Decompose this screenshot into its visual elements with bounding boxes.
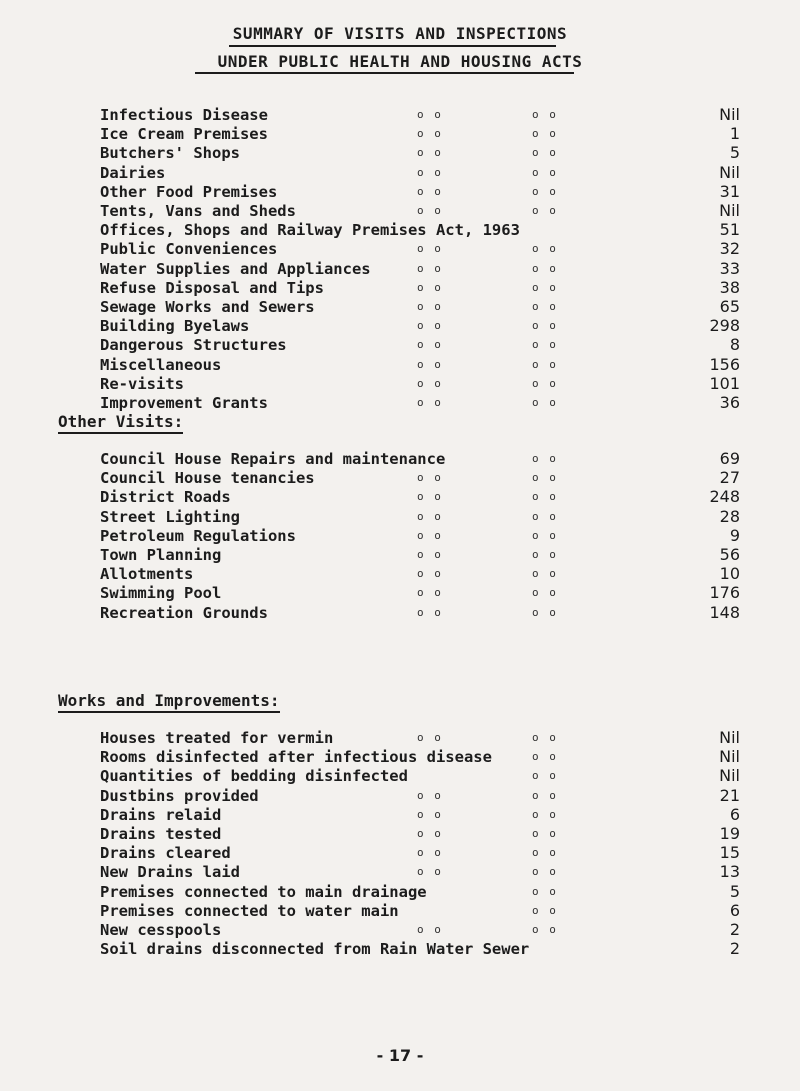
- summary-row: [0, 602, 800, 624]
- leader-dots: o o: [532, 204, 558, 217]
- row-value: 31: [719, 181, 740, 201]
- row-label: Miscellaneous: [100, 355, 222, 374]
- row-value: 19: [719, 824, 740, 843]
- leader-dots: o o: [532, 357, 558, 371]
- row-label: Sewage Works and Sewers: [100, 298, 315, 316]
- leader-dots: o o: [532, 146, 558, 160]
- leader-dots: o o: [532, 108, 558, 121]
- leader-dots: o o: [417, 146, 443, 160]
- row-value: 156: [709, 354, 740, 374]
- leader-dots: o o: [417, 528, 443, 542]
- leader-dots: o o: [532, 865, 558, 879]
- row-value: 5: [729, 143, 740, 163]
- leader-dots: o o: [532, 769, 558, 783]
- leader-dots: o o: [417, 846, 443, 860]
- leader-dots: o o: [417, 731, 443, 744]
- leader-dots: o o: [532, 184, 558, 198]
- row-value: 9: [729, 525, 740, 545]
- leader-dots: o o: [532, 261, 558, 275]
- row-label: District Roads: [100, 488, 231, 507]
- row-label: Public Conveniences: [100, 240, 278, 259]
- leader-dots: o o: [417, 827, 443, 840]
- row-value: 28: [719, 506, 740, 526]
- leader-dots: o o: [532, 319, 558, 333]
- title-underline: [229, 45, 556, 47]
- row-value: 6: [729, 804, 740, 824]
- row-label: Building Byelaws: [100, 317, 250, 336]
- leader-dots: o o: [417, 923, 443, 936]
- leader-dots: o o: [532, 846, 558, 860]
- row-value: Nil: [719, 105, 740, 124]
- leader-dots: o o: [417, 242, 443, 256]
- leader-dots: o o: [417, 865, 443, 879]
- row-label: Drains relaid: [100, 805, 222, 824]
- leader-dots: o o: [532, 605, 558, 619]
- row-value: 38: [719, 277, 740, 297]
- row-label: Tents, Vans and Sheds: [100, 202, 296, 220]
- leader-dots: o o: [532, 731, 558, 744]
- row-label: Ice Cream Premises: [100, 125, 268, 144]
- row-value: 6: [729, 900, 740, 920]
- row-label: Improvement Grants: [100, 394, 268, 412]
- leader-dots: o o: [417, 357, 443, 371]
- row-label: Re-visits: [100, 374, 184, 393]
- row-label: Quantities of bedding disinfected: [100, 767, 408, 786]
- leader-dots: o o: [417, 165, 443, 179]
- page-subtitle: UNDER PUBLIC HEALTH AND HOUSING ACTS: [217, 52, 583, 71]
- leader-dots: o o: [417, 280, 443, 294]
- row-label: Drains cleared: [100, 844, 231, 863]
- row-value: 36: [719, 393, 740, 412]
- row-value: 56: [719, 545, 740, 564]
- leader-dots: o o: [417, 396, 443, 409]
- row-label: Dustbins provided: [100, 786, 259, 805]
- leader-dots: o o: [417, 127, 443, 141]
- leader-dots: o o: [417, 184, 443, 198]
- leader-dots: o o: [417, 490, 443, 504]
- leader-dots: o o: [417, 319, 443, 333]
- row-value: 101: [709, 373, 740, 393]
- row-label: Soil drains disconnected from Rain Water Sewer: [100, 940, 530, 959]
- row-label: Drains tested: [100, 825, 222, 843]
- row-label: Rooms disinfected after infectious disease: [100, 748, 492, 767]
- leader-dots: o o: [417, 471, 443, 485]
- leader-dots: o o: [417, 300, 443, 313]
- leader-dots: o o: [532, 903, 558, 917]
- row-value: 21: [719, 785, 740, 805]
- leader-dots: o o: [417, 567, 443, 581]
- leader-dots: o o: [417, 605, 443, 619]
- row-label: Petroleum Regulations: [100, 526, 296, 545]
- leader-dots: o o: [532, 396, 558, 409]
- leader-dots: o o: [417, 108, 443, 121]
- row-label: New cesspools: [100, 921, 222, 939]
- leader-dots: o o: [532, 376, 558, 390]
- row-value: 2: [729, 939, 740, 959]
- row-value: 32: [719, 239, 740, 259]
- leader-dots: o o: [417, 788, 443, 802]
- row-value: 2: [729, 920, 740, 939]
- row-value: 10: [719, 564, 740, 584]
- row-label: Council House tenancies: [100, 469, 315, 488]
- leader-dots: o o: [532, 338, 558, 352]
- leader-dots: o o: [417, 548, 443, 561]
- summary-row: [0, 938, 800, 960]
- row-label: Recreation Grounds: [100, 603, 268, 622]
- subtitle-underline: [195, 72, 574, 74]
- row-label: Offices, Shops and Railway Premises Act, 1963: [100, 221, 520, 240]
- leader-dots: o o: [417, 338, 443, 352]
- leader-dots: o o: [417, 586, 443, 600]
- row-label: Swimming Pool: [100, 584, 222, 603]
- row-value: Nil: [719, 766, 740, 786]
- summary-row: [0, 392, 800, 414]
- leader-dots: o o: [417, 261, 443, 275]
- section-heading: Other Visits:: [58, 413, 183, 434]
- row-label: Houses treated for vermin: [100, 729, 334, 747]
- row-value: 5: [729, 881, 740, 901]
- leader-dots: o o: [417, 204, 443, 217]
- leader-dots: o o: [532, 750, 558, 764]
- row-value: 248: [709, 487, 740, 507]
- row-value: 33: [719, 258, 740, 278]
- row-label: Refuse Disposal and Tips: [100, 278, 324, 297]
- row-value: 51: [719, 220, 740, 240]
- leader-dots: o o: [532, 788, 558, 802]
- leader-dots: o o: [532, 452, 558, 465]
- leader-dots: o o: [532, 586, 558, 600]
- row-value: 176: [709, 583, 740, 603]
- page-title: SUMMARY OF VISITS AND INSPECTIONS: [232, 24, 568, 43]
- page-number: - 17 -: [376, 1046, 424, 1065]
- leader-dots: o o: [532, 490, 558, 504]
- row-value: 65: [719, 297, 740, 316]
- row-label: Council House Repairs and maintenance: [100, 450, 446, 468]
- row-value: Nil: [719, 728, 740, 747]
- row-label: Allotments: [100, 565, 194, 584]
- row-value: 298: [709, 316, 740, 336]
- leader-dots: o o: [532, 127, 558, 141]
- leader-dots: o o: [417, 509, 443, 523]
- row-value: 15: [719, 843, 740, 863]
- leader-dots: o o: [532, 242, 558, 256]
- row-label: Water Supplies and Appliances: [100, 259, 371, 278]
- leader-dots: o o: [532, 165, 558, 179]
- leader-dots: o o: [532, 827, 558, 840]
- leader-dots: o o: [532, 567, 558, 581]
- row-label: Dangerous Structures: [100, 336, 287, 355]
- row-value: 69: [719, 449, 740, 468]
- row-value: Nil: [719, 747, 740, 767]
- leader-dots: o o: [417, 376, 443, 390]
- row-value: 27: [719, 468, 740, 488]
- row-label: Butchers' Shops: [100, 144, 240, 163]
- row-label: Premises connected to water main: [100, 901, 399, 920]
- leader-dots: o o: [532, 300, 558, 313]
- row-value: 1: [729, 124, 740, 144]
- row-label: Other Food Premises: [100, 182, 278, 201]
- row-label: Infectious Disease: [100, 106, 268, 124]
- leader-dots: o o: [532, 923, 558, 936]
- leader-dots: o o: [532, 509, 558, 523]
- leader-dots: o o: [532, 548, 558, 561]
- leader-dots: o o: [532, 280, 558, 294]
- row-value: 13: [719, 862, 740, 882]
- row-label: New Drains laid: [100, 863, 240, 882]
- leader-dots: o o: [532, 884, 558, 898]
- row-value: 8: [729, 335, 740, 355]
- row-value: Nil: [719, 201, 740, 220]
- leader-dots: o o: [417, 807, 443, 821]
- row-value: 148: [709, 602, 740, 622]
- leader-dots: o o: [532, 807, 558, 821]
- row-label: Street Lighting: [100, 507, 240, 526]
- row-label: Premises connected to main drainage: [100, 882, 427, 901]
- row-value: Nil: [719, 162, 740, 182]
- row-label: Town Planning: [100, 546, 222, 564]
- leader-dots: o o: [532, 528, 558, 542]
- leader-dots: o o: [532, 471, 558, 485]
- section-heading: Works and Improvements:: [58, 692, 280, 713]
- row-label: Dairies: [100, 163, 166, 182]
